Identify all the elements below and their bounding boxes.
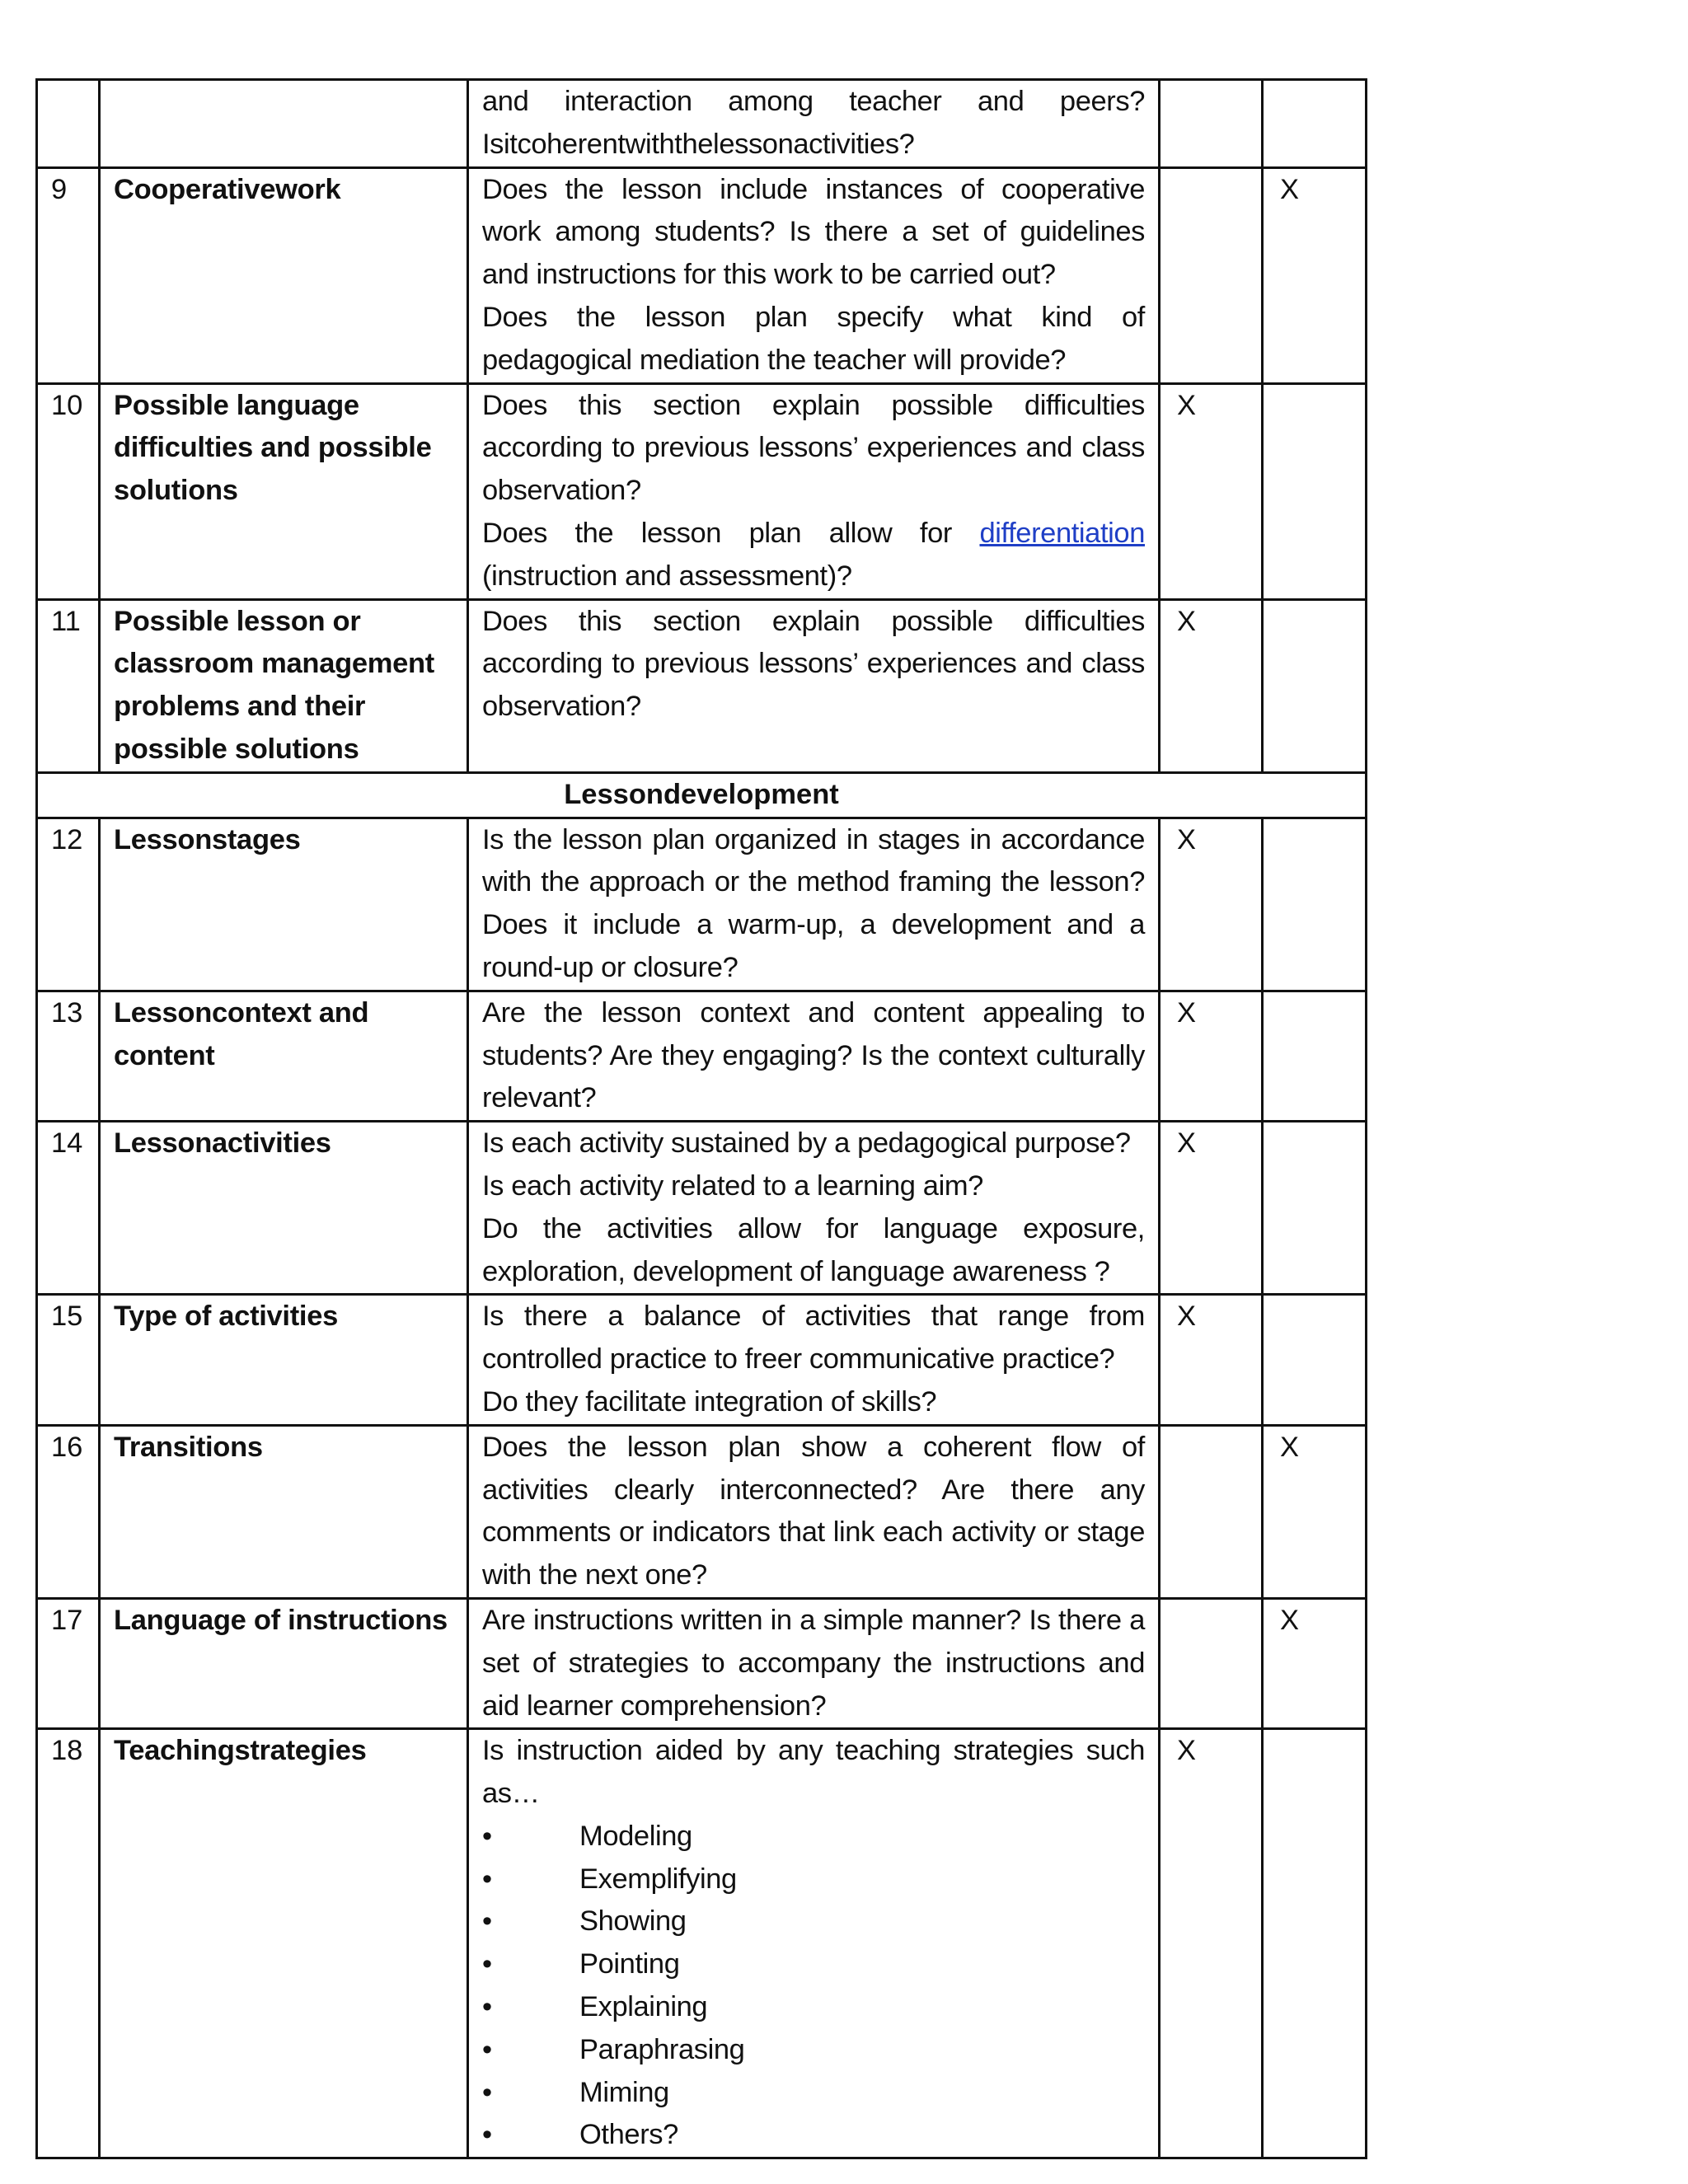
section-row xyxy=(37,772,1367,818)
mark-cell-1 xyxy=(1160,1598,1263,1728)
criterion-cell: Language of instructions xyxy=(100,1598,468,1728)
criterion-cell: Lessonactivities xyxy=(100,1122,468,1295)
row-number: 18 xyxy=(37,1729,100,2158)
list-item xyxy=(482,2072,1145,2115)
list-item-text: Modeling xyxy=(579,1820,692,1852)
row-number: 16 xyxy=(37,1425,100,1598)
description-cell xyxy=(468,818,1160,991)
bullet-icon: • xyxy=(482,1863,492,1895)
description-cell xyxy=(468,599,1160,772)
description-text: Does the lesson plan show a coherent flow of activities clearly interconnected? Are there any comments or indicators that link each activity or stage with the next one? xyxy=(482,1431,1145,1591)
table-row xyxy=(37,1295,1367,1425)
description-cell xyxy=(468,383,1160,599)
list-item-text: Exemplifying xyxy=(579,1863,737,1895)
mark-cell-1: X xyxy=(1160,383,1263,599)
mark-cell-2 xyxy=(1263,818,1367,991)
table-row xyxy=(37,80,1367,168)
description-cell xyxy=(468,167,1160,383)
description-text: Are instructions written in a simple manner? Is there a set of strategies to accompany the instructions and aid learner comprehension? xyxy=(482,1604,1145,1722)
description-text: Does the lesson include instances of cooperative work among students? Is there a set of guidelines and instructions for this work to be carried out? xyxy=(482,173,1145,291)
description-text: Do they facilitate integration of skills? xyxy=(482,1385,937,1418)
bullet-icon: • xyxy=(482,1905,492,1938)
description-text: Are the lesson context and content appealing to students? Are they engaging? Is the context culturally relevant? xyxy=(482,996,1145,1114)
mark-cell-2 xyxy=(1263,80,1367,168)
list-item xyxy=(482,1858,1145,1901)
criterion-cell: Possible lesson or classroom management problems and their possible solutions xyxy=(100,599,468,772)
bullet-icon: • xyxy=(482,1991,492,2023)
description-text: Does this section explain possible difficulties according to previous lessons’ experiences and class observation? xyxy=(482,389,1145,507)
mark-cell-1: X xyxy=(1160,1295,1263,1425)
description-text: Does the lesson plan specify what kind of pedagogical mediation the teacher will provide? xyxy=(482,301,1145,376)
mark-cell-1: X xyxy=(1160,599,1263,772)
description-text: Is each activity related to a learning aim? xyxy=(482,1169,983,1202)
table-row xyxy=(37,818,1367,991)
list-item-text: Pointing xyxy=(579,1948,680,1980)
bullet-icon: • xyxy=(482,2076,492,2108)
differentiation-link[interactable]: differentiation xyxy=(979,517,1145,549)
bullet-icon: • xyxy=(482,1948,492,1980)
mark-cell-2 xyxy=(1263,1122,1367,1295)
row-number: 10 xyxy=(37,383,100,599)
mark-cell-2 xyxy=(1263,383,1367,599)
description-cell xyxy=(468,1295,1160,1425)
description-text: Isitcoherentwiththelessonactivities? xyxy=(482,128,915,160)
bullet-icon: • xyxy=(482,1820,492,1852)
description-text: Does this section explain possible difficulties according to previous lessons’ experiences and class observation? xyxy=(482,605,1145,723)
description-text: and interaction among teacher and peers? xyxy=(482,86,1145,117)
description-text xyxy=(482,513,1145,598)
description-text: Is the lesson plan organized in stages in accordance with the approach or the method framing the lesson? Does it include a warm-up, a development and a round-up or closure? xyxy=(482,823,1145,983)
mark-cell-2 xyxy=(1263,599,1367,772)
table-row xyxy=(37,1729,1367,2158)
row-number xyxy=(37,80,100,168)
description-text-part: (instruction and assessment)? xyxy=(482,560,852,592)
list-item xyxy=(482,2029,1145,2072)
list-item-text: Explaining xyxy=(579,1991,708,2023)
list-item xyxy=(482,1816,1145,1858)
mark-cell-2: X xyxy=(1263,167,1367,383)
section-heading: Lessondevelopment xyxy=(37,772,1367,818)
table-row xyxy=(37,1598,1367,1728)
list-item-text: Showing xyxy=(579,1905,687,1938)
list-item-text: Others? xyxy=(579,2119,678,2151)
bullet-icon: • xyxy=(482,2119,492,2151)
mark-cell-1 xyxy=(1160,80,1263,168)
description-text-part: Does the lesson plan allow for xyxy=(482,517,980,549)
mark-cell-2 xyxy=(1263,1729,1367,2158)
table-row xyxy=(37,1122,1367,1295)
criterion-cell: Possible language difficulties and possible solutions xyxy=(100,383,468,599)
table-row xyxy=(37,383,1367,599)
mark-cell-1: X xyxy=(1160,818,1263,991)
list-item-text: Miming xyxy=(579,2076,669,2108)
row-number: 14 xyxy=(37,1122,100,1295)
bullet-icon: • xyxy=(482,2033,492,2065)
mark-cell-1 xyxy=(1160,1425,1263,1598)
description-text: Is each activity sustained by a pedagogical purpose? xyxy=(482,1127,1131,1160)
row-number: 9 xyxy=(37,167,100,383)
list-item-text: Paraphrasing xyxy=(579,2033,745,2065)
table-row xyxy=(37,1425,1367,1598)
criterion-cell: Type of activities xyxy=(100,1295,468,1425)
row-number: 15 xyxy=(37,1295,100,1425)
mark-cell-2: X xyxy=(1263,1425,1367,1598)
lesson-plan-rubric-table xyxy=(35,78,1367,2159)
mark-cell-1: X xyxy=(1160,1122,1263,1295)
list-item xyxy=(482,1986,1145,2029)
description-cell xyxy=(468,1729,1160,2158)
table-row xyxy=(37,167,1367,383)
description-text: Is there a balance of activities that range from controlled practice to freer communicative practice? xyxy=(482,1301,1145,1376)
row-number: 13 xyxy=(37,991,100,1121)
mark-cell-1: X xyxy=(1160,991,1263,1121)
mark-cell-2: X xyxy=(1263,1598,1367,1728)
table-row xyxy=(37,991,1367,1121)
mark-cell-2 xyxy=(1263,1295,1367,1425)
strategy-list xyxy=(482,1816,1145,2157)
list-item xyxy=(482,1943,1145,1986)
description-cell xyxy=(468,991,1160,1121)
mark-cell-1 xyxy=(1160,167,1263,383)
row-number: 17 xyxy=(37,1598,100,1728)
description-cell xyxy=(468,1425,1160,1598)
description-cell xyxy=(468,1122,1160,1295)
mark-cell-2 xyxy=(1263,991,1367,1121)
criterion-cell xyxy=(100,80,468,168)
description-text: Do the activities allow for language exposure, exploration, development of language awareness ? xyxy=(482,1212,1145,1287)
row-number: 12 xyxy=(37,818,100,991)
list-item xyxy=(482,2114,1145,2157)
description-cell xyxy=(468,80,1160,168)
criterion-cell: Teachingstrategies xyxy=(100,1729,468,2158)
criterion-cell: Cooperativework xyxy=(100,167,468,383)
criterion-cell: Lessonstages xyxy=(100,818,468,991)
description-text: Is instruction aided by any teaching strategies such as… xyxy=(482,1735,1145,1810)
criterion-cell: Transitions xyxy=(100,1425,468,1598)
row-number: 11 xyxy=(37,599,100,772)
mark-cell-1: X xyxy=(1160,1729,1263,2158)
criterion-cell: Lessoncontext and content xyxy=(100,991,468,1121)
table-row xyxy=(37,599,1367,772)
description-cell xyxy=(468,1598,1160,1728)
list-item xyxy=(482,1900,1145,1943)
